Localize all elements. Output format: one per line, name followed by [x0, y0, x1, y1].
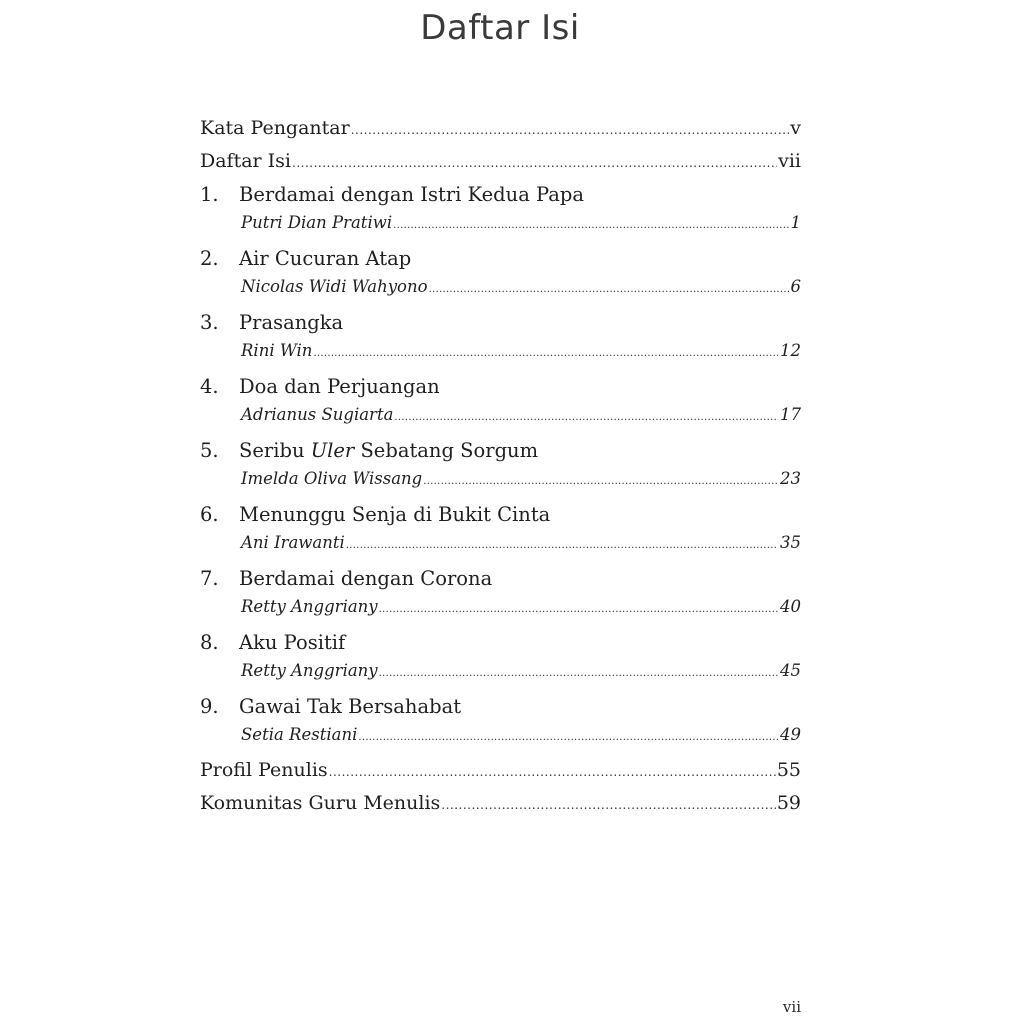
toc-chapter-1	[200, 180, 801, 236]
chapter-page: 12	[780, 341, 801, 360]
chapter-page: 6	[790, 277, 801, 296]
chapter-number: 1.	[200, 183, 219, 206]
dot-leader	[351, 116, 790, 144]
chapter-number: 9.	[200, 695, 219, 718]
chapter-title: Doa dan Perjuangan	[239, 375, 440, 398]
dot-leader	[379, 662, 778, 686]
dot-leader	[441, 791, 776, 819]
toc-entry-label: Daftar Isi	[200, 150, 292, 172]
toc-entry-page: 59	[776, 792, 801, 814]
chapter-author: Putri Dian Pratiwi	[241, 213, 393, 232]
chapter-page: 40	[780, 597, 801, 616]
dot-leader	[393, 214, 788, 238]
chapter-page: 17	[780, 405, 801, 424]
chapter-title: Berdamai dengan Corona	[239, 567, 493, 590]
chapter-number: 3.	[200, 311, 219, 334]
dot-leader	[429, 278, 789, 302]
chapter-author: Retty Anggriany	[241, 597, 378, 616]
page-number: vii	[782, 998, 801, 1016]
toc-chapter-9	[200, 692, 801, 748]
toc-chapter-7	[200, 564, 801, 620]
chapter-page: 1	[790, 213, 801, 232]
chapter-title: Menunggu Senja di Bukit Cinta	[239, 503, 551, 526]
chapter-number: 4.	[200, 375, 219, 398]
toc-entry-page: vii	[778, 150, 801, 172]
chapter-title: Prasangka	[239, 311, 344, 334]
chapter-title: Air Cucuran Atap	[239, 247, 412, 270]
chapter-title-part: Seribu	[239, 439, 311, 462]
toc-entry-profil-penulis	[200, 756, 801, 789]
toc-entry-page: v	[790, 117, 801, 139]
chapter-title: Berdamai dengan Istri Kedua Papa	[239, 183, 585, 206]
toc-chapter-4	[200, 372, 801, 428]
dot-leader	[313, 342, 778, 366]
dot-leader	[394, 406, 778, 430]
chapter-page: 49	[780, 725, 801, 744]
toc-chapter-2	[200, 244, 801, 300]
chapter-number: 5.	[200, 439, 219, 462]
page-title: Daftar Isi	[420, 8, 580, 48]
chapter-author: Adrianus Sugiarta	[241, 405, 394, 424]
chapter-author: Nicolas Widi Wahyono	[241, 277, 428, 296]
toc-chapter-3	[200, 308, 801, 364]
toc-entry-daftar-isi	[200, 147, 801, 180]
chapter-number: 6.	[200, 503, 219, 526]
chapter-title-part: Sebatang Sorgum	[354, 439, 539, 462]
toc-entry-label: Kata Pengantar	[200, 117, 350, 139]
toc-entry-label: Komunitas Guru Menulis	[200, 792, 441, 814]
toc-entry-kata-pengantar	[200, 114, 801, 147]
chapter-page: 23	[780, 469, 801, 488]
chapter-page: 45	[780, 661, 801, 680]
chapter-title	[239, 436, 538, 466]
dot-leader	[379, 598, 778, 622]
toc-chapter-6	[200, 500, 801, 556]
chapter-number: 2.	[200, 247, 219, 270]
chapter-page: 35	[780, 533, 801, 552]
chapter-author: Retty Anggriany	[241, 661, 378, 680]
chapter-author: Ani Irawanti	[241, 533, 345, 552]
chapter-title: Aku Positif	[239, 631, 346, 654]
chapter-author: Rini Win	[241, 341, 313, 360]
chapter-author: Setia Restiani	[241, 725, 358, 744]
toc-chapter-5	[200, 436, 801, 492]
dot-leader	[358, 726, 778, 750]
dot-leader	[423, 470, 778, 494]
dot-leader	[329, 758, 776, 786]
chapter-author: Imelda Oliva Wissang	[241, 469, 423, 488]
chapter-number: 7.	[200, 567, 219, 590]
dot-leader	[346, 534, 778, 558]
toc-entry-komunitas-guru-menulis	[200, 789, 801, 822]
chapter-number: 8.	[200, 631, 219, 654]
chapter-title-italic: Uler	[310, 439, 355, 462]
toc-chapter-8	[200, 628, 801, 684]
table-of-contents	[200, 114, 801, 822]
toc-entry-label: Profil Penulis	[200, 759, 328, 781]
dot-leader	[292, 149, 777, 177]
toc-entry-page: 55	[776, 759, 801, 781]
chapter-title: Gawai Tak Bersahabat	[239, 695, 462, 718]
